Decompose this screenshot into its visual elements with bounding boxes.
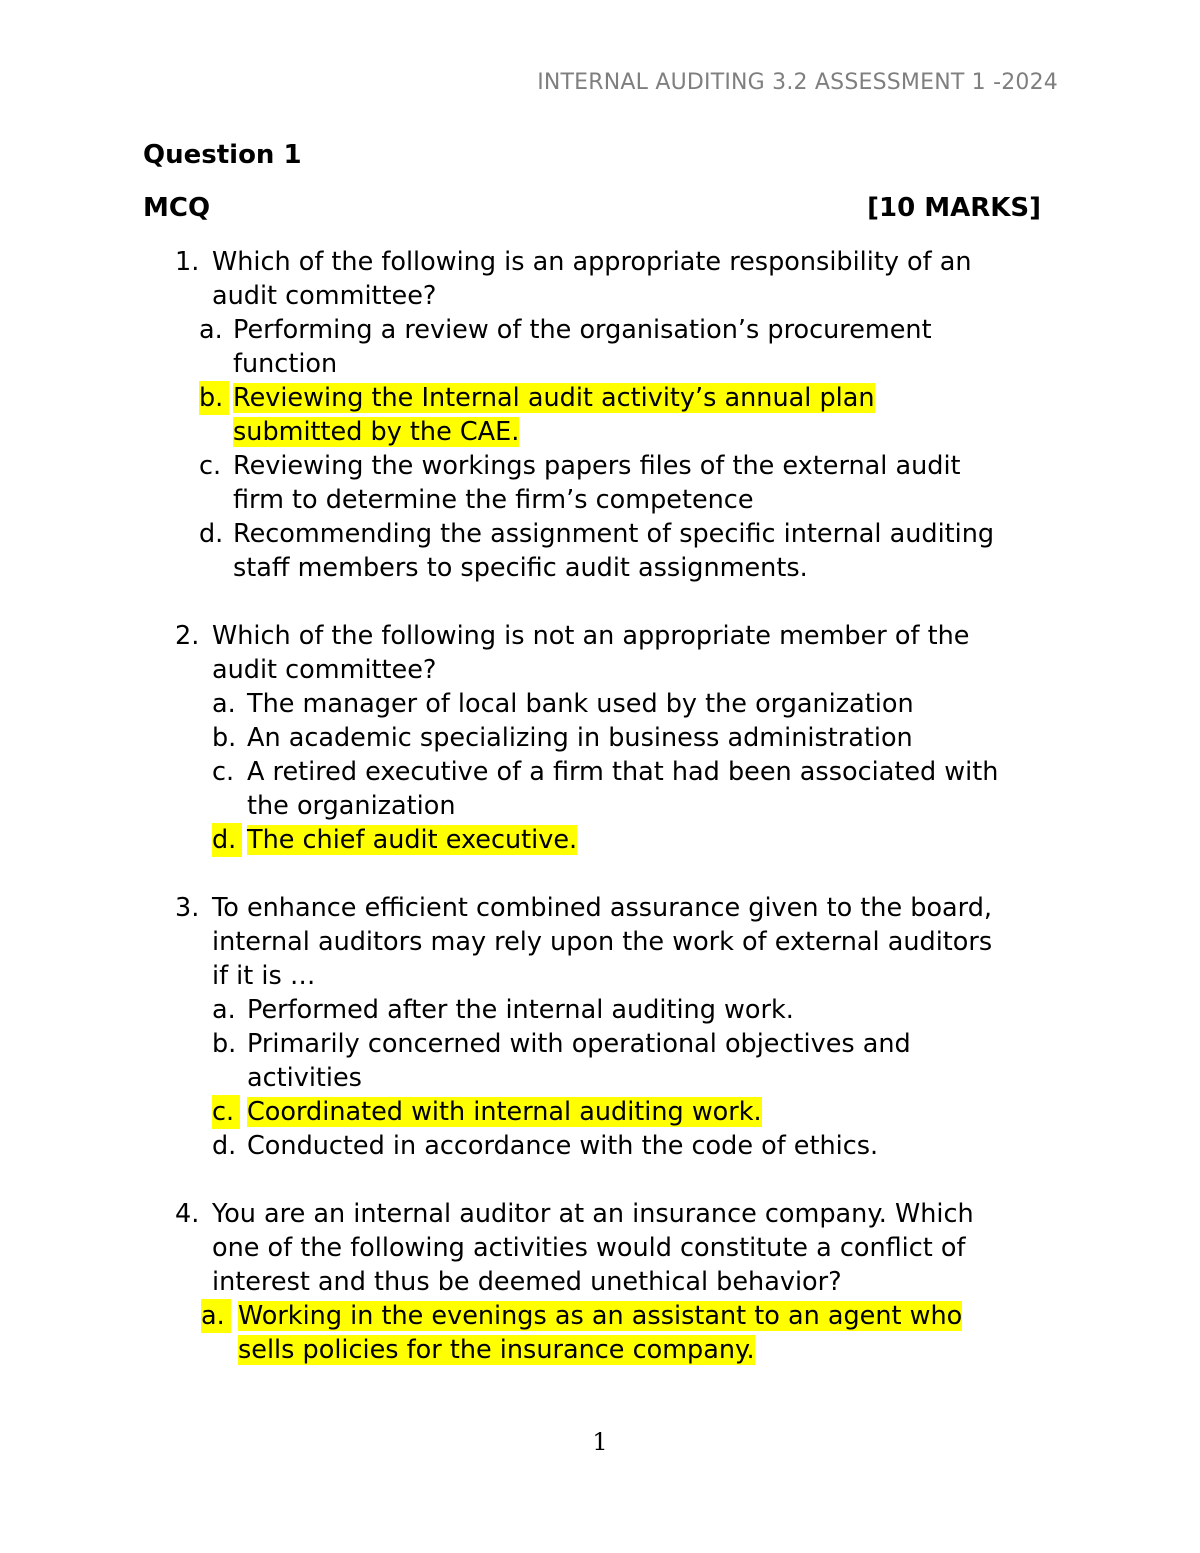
question-text-line bbox=[0, 959, 1072, 993]
option-letter: b. bbox=[212, 723, 237, 753]
option-text: firm to determine the firm’s competence bbox=[233, 485, 754, 515]
answer-option-highlighted bbox=[0, 1299, 1200, 1333]
option-text: function bbox=[233, 349, 338, 379]
question-text: Which of the following is an appropriate responsibility of an bbox=[212, 247, 972, 277]
section-marks: [10 MARKS] bbox=[867, 193, 1041, 223]
question-text-line bbox=[0, 653, 1072, 687]
question-item bbox=[0, 245, 1200, 585]
option-text: The chief audit executive. bbox=[247, 825, 578, 855]
answer-option bbox=[0, 687, 1200, 721]
option-text: Conducted in accordance with the code of ethics. bbox=[247, 1131, 879, 1161]
question-number: 2. bbox=[175, 621, 200, 651]
option-text: Performed after the internal auditing work. bbox=[247, 995, 794, 1025]
question-text-line bbox=[0, 279, 1072, 313]
option-letter: b. bbox=[212, 1029, 237, 1059]
option-text: the organization bbox=[247, 791, 456, 821]
option-text: sells policies for the insurance company. bbox=[238, 1335, 755, 1365]
question-text: You are an internal auditor at an insurance company. Which bbox=[212, 1199, 974, 1229]
question-text-line bbox=[0, 925, 1072, 959]
answer-option bbox=[0, 1061, 1200, 1095]
answer-option bbox=[0, 993, 1200, 1027]
option-letter: d. bbox=[212, 823, 242, 857]
question-item bbox=[0, 891, 1200, 1163]
option-text: Performing a review of the organisation’s procurement bbox=[233, 315, 932, 345]
answer-option bbox=[0, 449, 1200, 483]
section-label: MCQ bbox=[143, 193, 211, 223]
question-text: To enhance efficient combined assurance given to the board, bbox=[212, 893, 993, 923]
option-text: Working in the evenings as an assistant to an agent who bbox=[238, 1301, 963, 1331]
question-item bbox=[0, 619, 1200, 857]
option-text: A retired executive of a firm that had been associated with bbox=[247, 757, 999, 787]
spacer bbox=[0, 585, 1200, 619]
question-text: interest and thus be deemed unethical behavior? bbox=[212, 1267, 842, 1297]
question-text-line bbox=[0, 245, 1072, 279]
option-letter: a. bbox=[212, 689, 236, 719]
question-number: 3. bbox=[175, 893, 200, 923]
question-item bbox=[0, 1197, 1200, 1367]
option-letter: c. bbox=[212, 757, 235, 787]
option-text: submitted by the CAE. bbox=[233, 417, 520, 447]
option-text: Recommending the assignment of specific internal auditing bbox=[233, 519, 995, 549]
answer-option-highlighted bbox=[0, 823, 1200, 857]
option-letter: c. bbox=[212, 1095, 240, 1129]
question-text-line bbox=[0, 619, 1072, 653]
answer-option bbox=[0, 1027, 1200, 1061]
question-text: if it is … bbox=[212, 961, 316, 991]
option-letter: d. bbox=[212, 1131, 237, 1161]
page-number: 1 bbox=[592, 1428, 608, 1456]
question-text-line bbox=[0, 891, 1072, 925]
question-text: one of the following activities would constitute a conflict of bbox=[212, 1233, 966, 1263]
answer-option bbox=[0, 1129, 1200, 1163]
answer-option-highlighted bbox=[0, 1095, 1200, 1129]
answer-option-highlighted bbox=[0, 1333, 1200, 1367]
question-text: audit committee? bbox=[212, 281, 437, 311]
spacer bbox=[0, 857, 1200, 891]
page-header: INTERNAL AUDITING 3.2 ASSESSMENT 1 -2024 bbox=[537, 70, 1058, 95]
question-text: audit committee? bbox=[212, 655, 437, 685]
answer-option bbox=[0, 347, 1200, 381]
option-letter: d. bbox=[199, 519, 224, 549]
question-text-line bbox=[0, 1265, 1072, 1299]
option-text: The manager of local bank used by the organization bbox=[247, 689, 914, 719]
option-letter: a. bbox=[212, 995, 236, 1025]
answer-option bbox=[0, 755, 1200, 789]
question-list bbox=[0, 245, 1200, 1367]
question-number: 1. bbox=[175, 247, 200, 277]
question-title: Question 1 bbox=[143, 140, 302, 170]
option-text: Primarily concerned with operational objectives and bbox=[247, 1029, 911, 1059]
answer-option bbox=[0, 551, 1200, 585]
option-letter: c. bbox=[199, 451, 222, 481]
option-letter: a. bbox=[199, 315, 223, 345]
option-text: An academic specializing in business administration bbox=[247, 723, 913, 753]
question-text-line bbox=[0, 1231, 1072, 1265]
question-text-line bbox=[0, 1197, 1072, 1231]
option-letter: a. bbox=[201, 1299, 231, 1333]
option-text: Coordinated with internal auditing work. bbox=[247, 1097, 762, 1127]
answer-option-highlighted bbox=[0, 381, 1200, 415]
answer-option-highlighted bbox=[0, 415, 1200, 449]
spacer bbox=[0, 1163, 1200, 1197]
option-text: staff members to specific audit assignments. bbox=[233, 553, 808, 583]
option-letter: b. bbox=[199, 381, 229, 415]
option-text: activities bbox=[247, 1063, 362, 1093]
answer-option bbox=[0, 789, 1200, 823]
section-heading bbox=[143, 193, 1041, 223]
answer-option bbox=[0, 313, 1200, 347]
answer-option bbox=[0, 721, 1200, 755]
answer-option bbox=[0, 483, 1200, 517]
question-text: Which of the following is not an appropriate member of the bbox=[212, 621, 970, 651]
option-text: Reviewing the Internal audit activity’s annual plan bbox=[233, 383, 875, 413]
option-text: Reviewing the workings papers files of the external audit bbox=[233, 451, 961, 481]
question-text: internal auditors may rely upon the work of external auditors bbox=[212, 927, 993, 957]
answer-option bbox=[0, 517, 1200, 551]
question-number: 4. bbox=[175, 1199, 200, 1229]
